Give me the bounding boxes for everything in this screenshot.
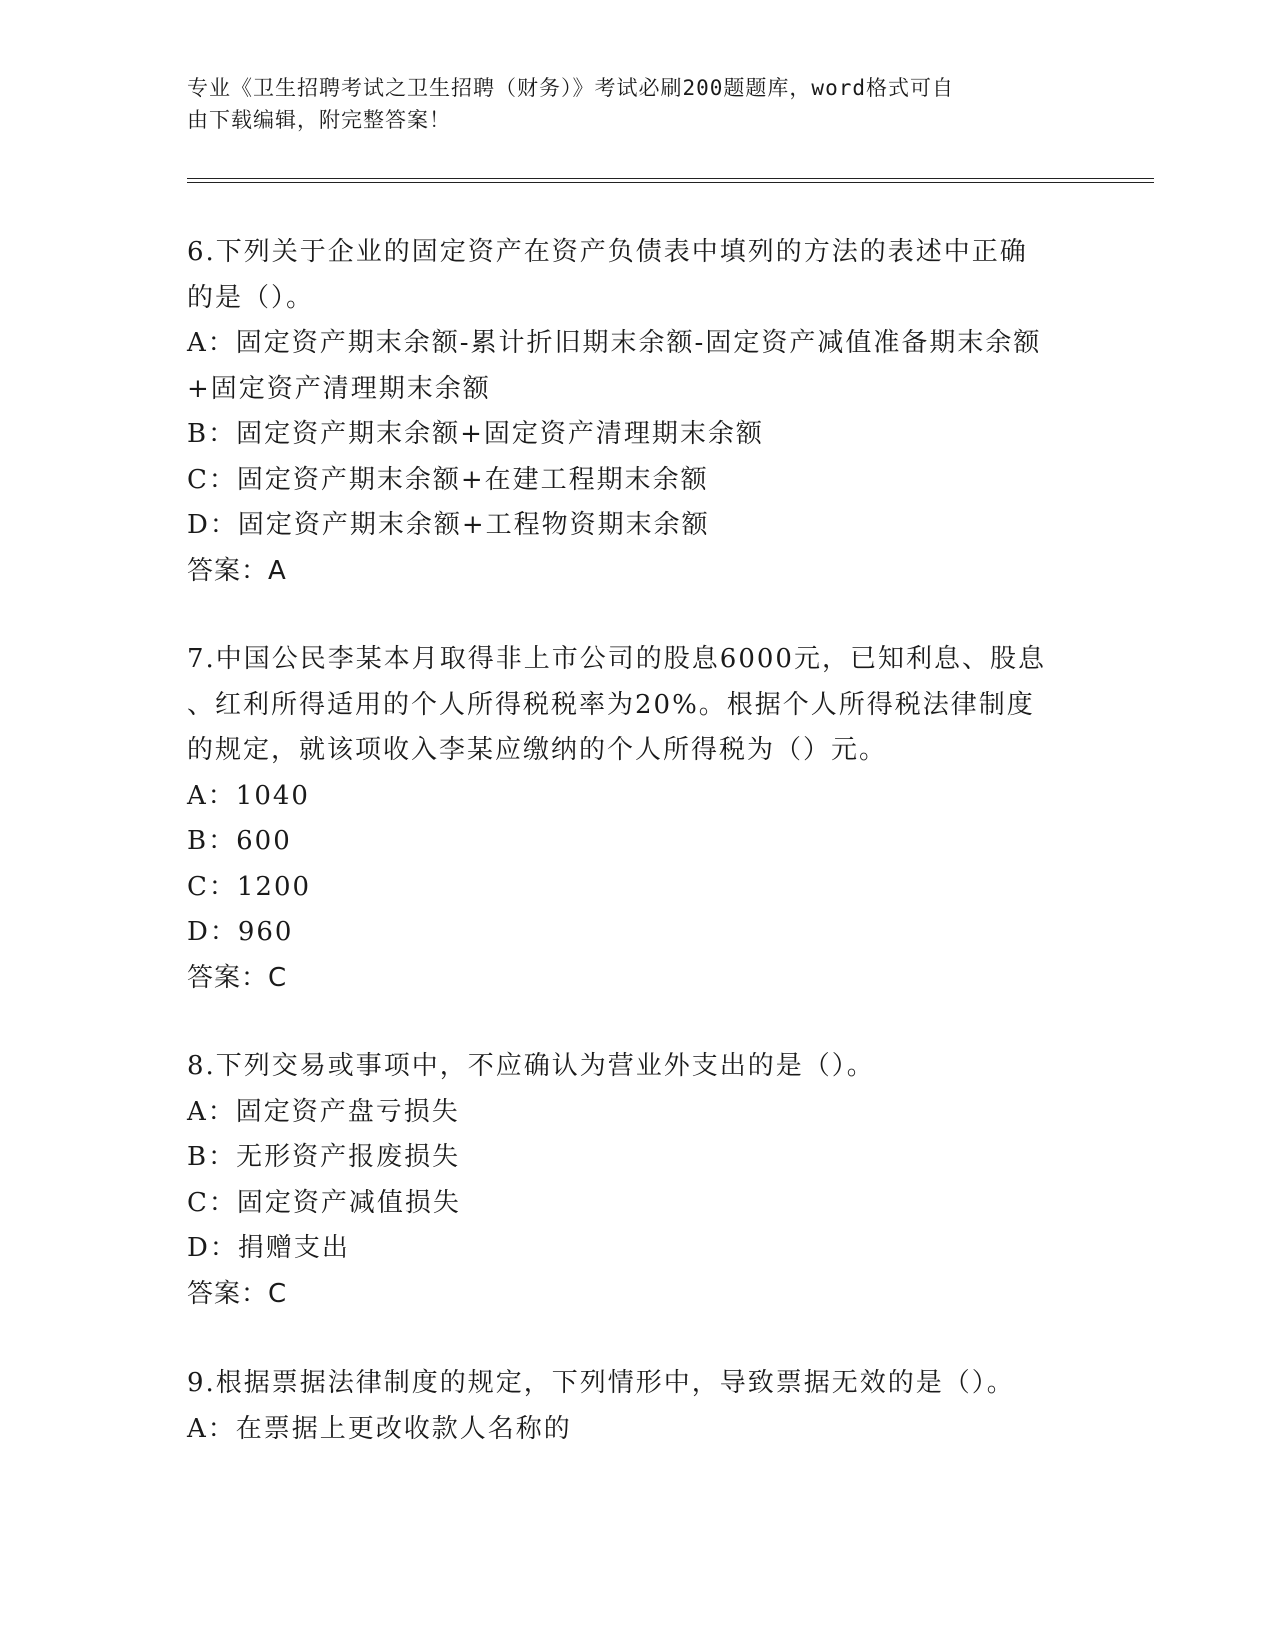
option-b: B：固定资产期末余额+固定资产清理期末余额	[187, 419, 764, 449]
option-b: B：600	[187, 826, 292, 856]
option-a-continued: +固定资产清理期末余额	[187, 373, 491, 404]
answer: 答案：C	[187, 1278, 288, 1309]
option-d: D：固定资产期末余额+工程物资期末余额	[187, 510, 710, 540]
option-c: C：1200	[187, 871, 312, 902]
option-a: A：固定资产盘亏损失	[187, 1096, 460, 1127]
header-line-1: 专业《卫生招聘考试之卫生招聘（财务）》考试必刷200题题库，word格式可自	[187, 76, 954, 100]
option-d: D：960	[187, 917, 294, 947]
question-stem: 的规定，就该项收入李某应缴纳的个人所得税为（）元。	[187, 735, 888, 765]
question-stem: 8.下列交易或事项中，不应确认为营业外支出的是（）。	[187, 1051, 875, 1081]
question-stem: 、红利所得适用的个人所得税税率为20%。根据个人所得税法律制度	[187, 689, 1035, 720]
option-a: A：在票据上更改收款人名称的	[187, 1413, 572, 1444]
header-line-2: 由下载编辑，附完整答案！	[187, 108, 451, 132]
question-stem: 9.根据票据法律制度的规定，下列情形中，导致票据无效的是（）。	[187, 1368, 1015, 1398]
question-stem: 6.下列关于企业的固定资产在资产负债表中填列的方法的表述中正确	[187, 237, 1028, 267]
question-9	[187, 1361, 1087, 1452]
option-b: B：无形资产报废损失	[187, 1142, 461, 1172]
question-6	[187, 230, 1087, 594]
question-8	[187, 1044, 1087, 1317]
option-a: A：固定资产期末余额-累计折旧期末余额-固定资产减值准备期末余额	[187, 328, 1042, 358]
question-stem: 的是（）。	[187, 282, 315, 313]
answer: 答案：C	[187, 962, 288, 993]
option-c: C：固定资产减值损失	[187, 1187, 461, 1218]
option-d: D：捐赠支出	[187, 1233, 350, 1263]
answer: 答案：A	[187, 555, 287, 586]
option-c: C：固定资产期末余额+在建工程期末余额	[187, 464, 709, 495]
header-divider-top	[187, 178, 1154, 179]
question-stem: 7.中国公民李某本月取得非上市公司的股息6000元，已知利息、股息	[187, 644, 1046, 674]
header-divider-bottom	[187, 182, 1154, 183]
document-header	[187, 72, 1067, 136]
question-7	[187, 637, 1087, 1001]
option-a: A：1040	[187, 780, 310, 811]
